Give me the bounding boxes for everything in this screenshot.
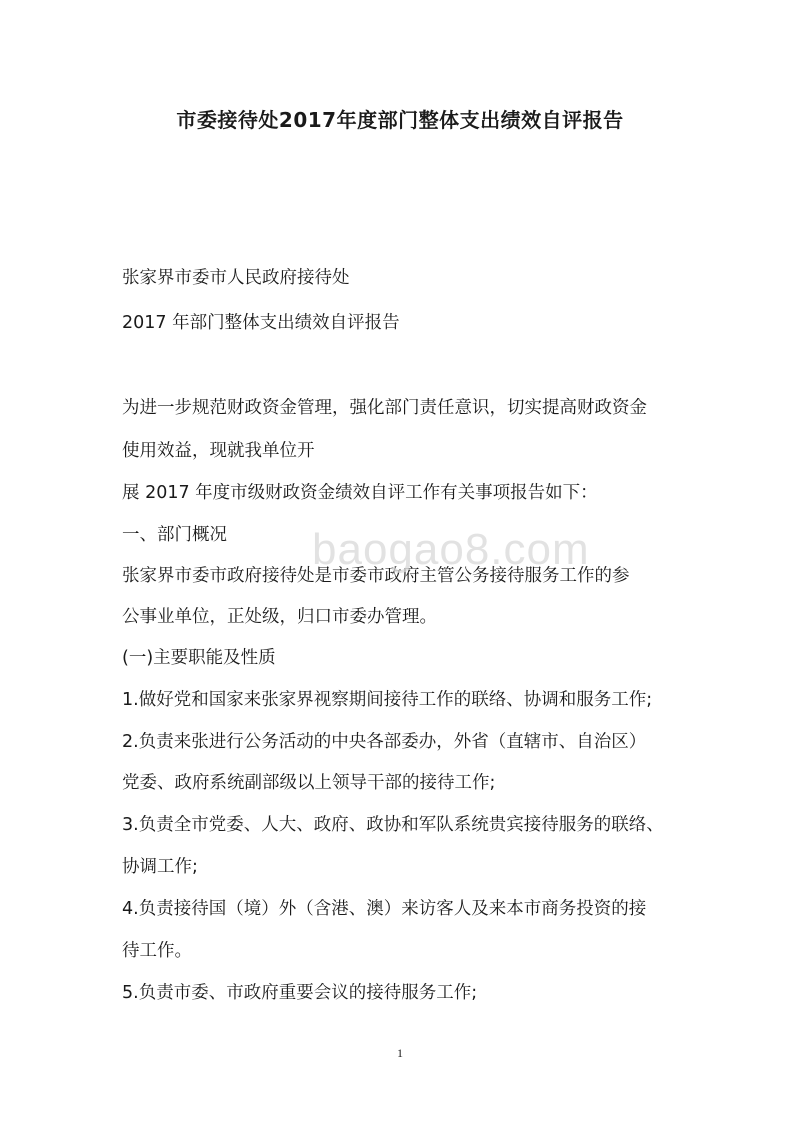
report-subtitle: 2017 年部门整体支出绩效自评报告 bbox=[122, 313, 400, 333]
list-item-continued: 协调工作; bbox=[122, 857, 198, 877]
org-name: 张家界市委市人民政府接待处 bbox=[122, 268, 350, 288]
page-title: 市委接待处2017年度部门整体支出绩效自评报告 bbox=[176, 108, 624, 132]
paragraph-line: 公事业单位，正处级，归口市委办管理。 bbox=[122, 607, 437, 627]
list-item: 3.负责全市党委、人大、政府、政协和军队系统贵宾接待服务的联络、 bbox=[122, 815, 664, 835]
list-item: 2.负责来张进行公务活动的中央各部委办，外省（直辖市、自治区） bbox=[122, 732, 647, 752]
paragraph-line: 展 2017 年度市级财政资金绩效自评工作有关事项报告如下： bbox=[122, 483, 598, 503]
list-item: 1.做好党和国家来张家界视察期间接待工作的联络、协调和服务工作; bbox=[122, 690, 653, 710]
section-heading: 一、部门概况 bbox=[122, 525, 227, 545]
list-item: 4.负责接待国（境）外（含港、澳）来访客人及来本市商务投资的接 bbox=[122, 899, 647, 919]
list-item-continued: 党委、政府系统副部级以上领导干部的接待工作; bbox=[122, 773, 496, 793]
list-item-continued: 待工作。 bbox=[122, 941, 192, 961]
paragraph-line: 使用效益，现就我单位开 bbox=[122, 441, 315, 461]
page-number: 1 bbox=[397, 1046, 403, 1060]
paragraph-line: 张家界市委市政府接待处是市委市政府主管公务接待服务工作的参 bbox=[122, 566, 630, 586]
subsection-heading: (一)主要职能及性质 bbox=[122, 648, 276, 668]
list-item: 5.负责市委、市政府重要会议的接待服务工作; bbox=[122, 983, 478, 1003]
watermark: baogao8.com bbox=[312, 525, 590, 574]
paragraph-line: 为进一步规范财政资金管理，强化部门责任意识，切实提高财政资金 bbox=[122, 398, 647, 418]
